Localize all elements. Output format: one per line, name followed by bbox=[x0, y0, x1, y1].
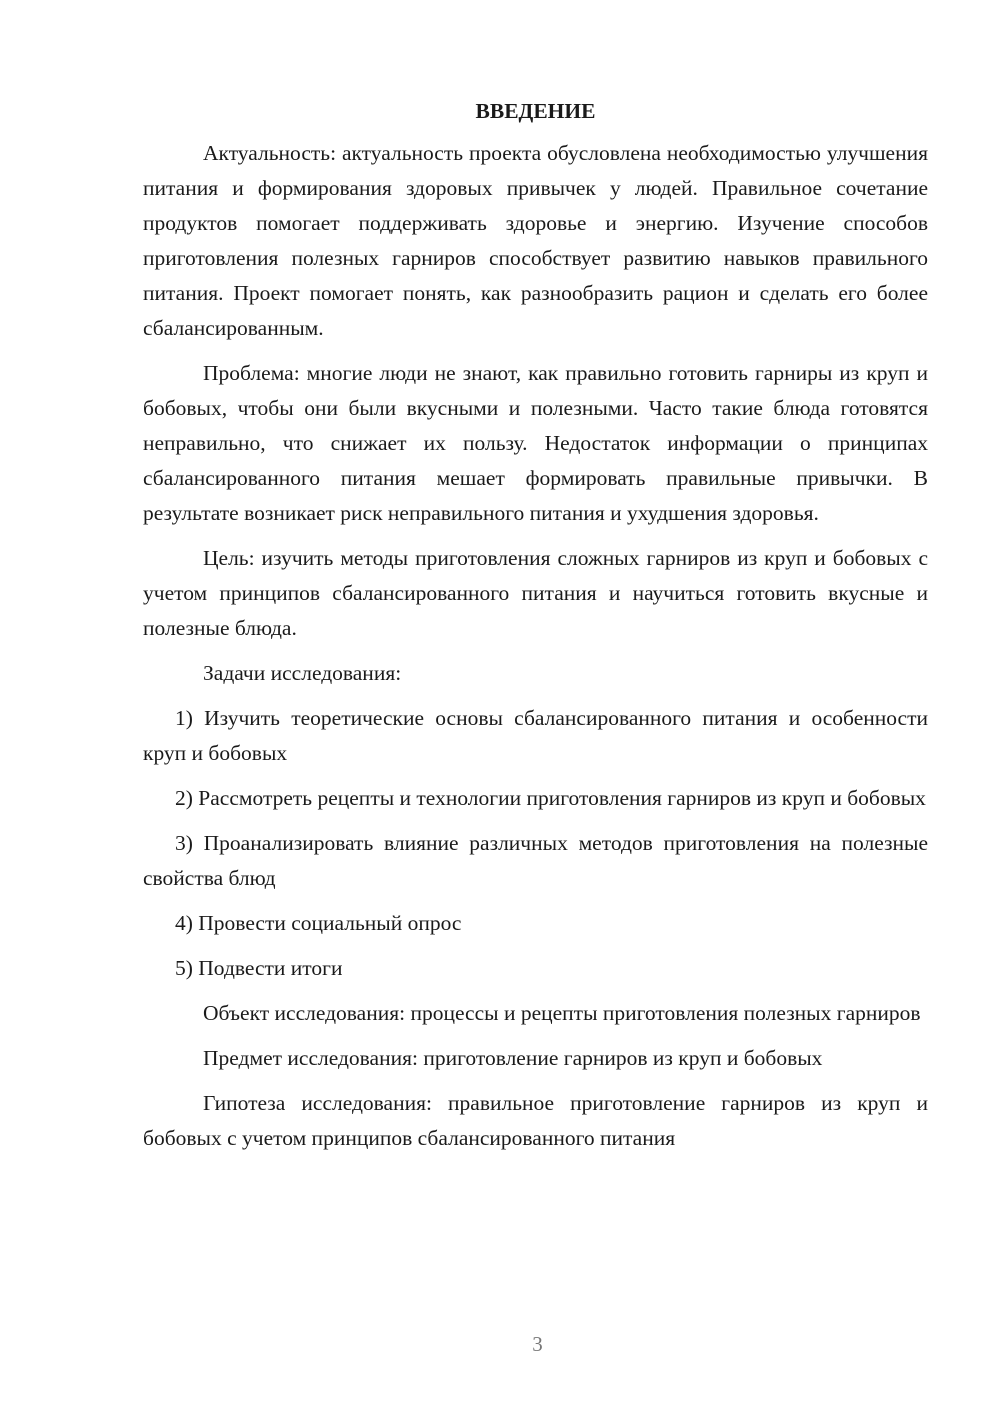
tasks-list bbox=[143, 701, 928, 986]
paragraph-subject: Предмет исследования: приготовление гарниров из круп и бобовых bbox=[203, 1046, 823, 1070]
paragraph-problem: Проблема: многие люди не знают, как правильно готовить гарниры из круп и бобовых, чтобы они были вкусными и полезными. Часто такие блюда готовятся неправильно, что снижает их пользу. Недостаток информации о принципах сбалансированного питания мешает формировать правильные привычки. В результате возникает риск неправильного питания и ухудшения здоровья. bbox=[143, 361, 928, 525]
task-item: 2) Рассмотреть рецепты и технологии приготовления гарниров из круп и бобовых bbox=[175, 786, 926, 810]
task-item: 1) Изучить теоретические основы сбалансированного питания и особенности круп и бобовых bbox=[143, 706, 928, 765]
task-item: 4) Провести социальный опрос bbox=[175, 911, 462, 935]
page-title: ВВЕДЕНИЕ bbox=[475, 99, 596, 123]
page-number: 3 bbox=[532, 1332, 543, 1356]
task-item: 3) Проанализировать влияние различных методов приготовления на полезные свойства блюд bbox=[143, 831, 928, 890]
paragraph-goal: Цель: изучить методы приготовления сложных гарниров из круп и бобовых с учетом принципов сбалансированного питания и научиться готовить вкусные и полезные блюда. bbox=[143, 546, 928, 640]
page-content bbox=[143, 96, 928, 1166]
paragraph-hypothesis: Гипотеза исследования: правильное приготовление гарниров из круп и бобовых с учетом принципов сбалансированного питания bbox=[143, 1091, 928, 1150]
paragraph-actuality: Актуальность: актуальность проекта обусловлена необходимостью улучшения питания и формирования здоровых привычек у людей. Правильное сочетание продуктов помогает поддерживать здоровье и энергию. Изучение способов приготовления полезных гарниров способствует развитию навыков правильного питания. Проект помогает понять, как разнообразить рацион и сделать его более сбалансированным. bbox=[143, 141, 928, 340]
tasks-heading: Задачи исследования: bbox=[203, 661, 402, 685]
paragraph-object: Объект исследования: процессы и рецепты приготовления полезных гарниров bbox=[203, 1001, 921, 1025]
task-item: 5) Подвести итоги bbox=[175, 956, 343, 980]
